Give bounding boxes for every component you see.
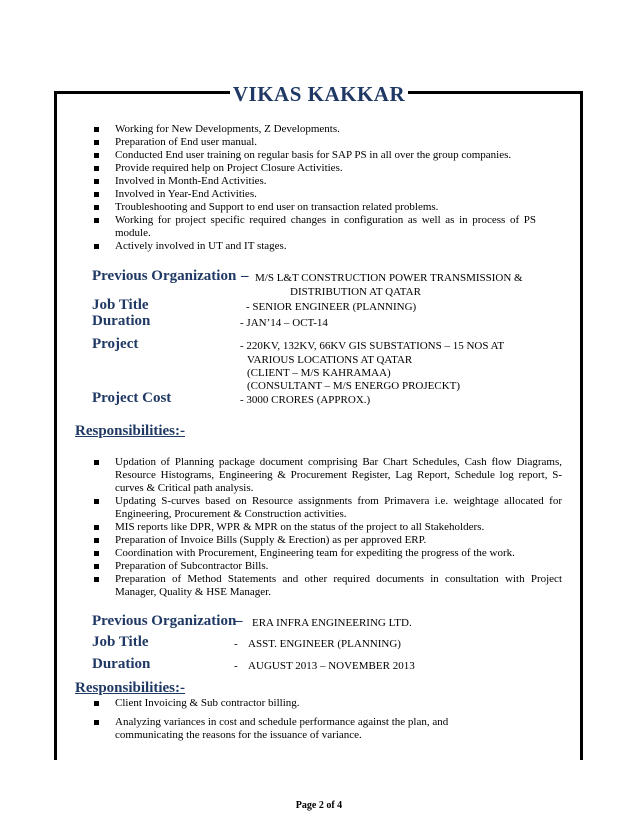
list-item: MIS reports like DPR, WPR & MPR on the status of the project to all Stakeholders. — [92, 521, 562, 534]
list-item: Updating S-curves based on Resource assignments from Primavera i.e. weightage allocated for Engineering, Procurement & Construction activities. — [92, 495, 562, 521]
frame-border-top-left — [54, 91, 230, 94]
job2-duration-value: - AUGUST 2013 – NOVEMBER 2013 — [234, 660, 415, 672]
job1-title-value: - SENIOR ENGINEER (PLANNING) — [246, 301, 417, 313]
frame-border-left — [54, 91, 57, 760]
job2-duration-label: Duration — [92, 656, 151, 672]
job1-cost-label: Project Cost — [92, 390, 172, 406]
job1-project-line: (CONSULTANT – M/S ENERGO PROJECKT) — [247, 380, 461, 392]
job1-responsibilities-heading: Responsibilities:- — [75, 423, 186, 439]
list-item: Involved in Month-End Activities. — [92, 175, 536, 188]
job2-responsibility-list — [92, 697, 512, 742]
job2-title-value: - ASST. ENGINEER (PLANNING) — [234, 638, 401, 650]
job1-org-dash: – — [241, 268, 249, 284]
list-item: Working for New Developments, Z Developments. — [92, 123, 536, 136]
job2-title-label: Job Title — [92, 634, 149, 650]
list-item: Preparation of Method Statements and other required documents in consultation with Project Manager, Quality & HSE Manager. — [92, 573, 562, 599]
job2-org-label: Previous Organization — [92, 613, 237, 629]
list-item: Coordination with Procurement, Engineering team for expediting the progress of the work. — [92, 547, 562, 560]
list-item: Actively involved in UT and IT stages. — [92, 240, 536, 253]
job1-cost-value: - 3000 CRORES (APPROX.) — [240, 394, 371, 406]
top-bullet-list — [92, 123, 536, 253]
list-item: Analyzing variances in cost and schedule performance against the plan, and communicating the reasons for the issuance of variance. — [92, 716, 512, 742]
job1-responsibility-list — [92, 456, 562, 599]
job1-org-value-line2: DISTRIBUTION AT QATAR — [290, 286, 421, 298]
list-item: Conducted End user training on regular basis for SAP PS in all over the group companies. — [92, 149, 536, 162]
job1-duration-value: - JAN’14 – OCT-14 — [240, 317, 328, 329]
list-item: Provide required help on Project Closure Activities. — [92, 162, 536, 175]
list-item: Involved in Year-End Activities. — [92, 188, 536, 201]
list-item: Preparation of End user manual. — [92, 136, 536, 149]
list-item: Updation of Planning package document comprising Bar Chart Schedules, Cash flow Diagrams, Resource Histograms, Engineering & Procurement Register, Lag Report, Schedule log report, S-curves & Critical path analysis. — [92, 456, 562, 495]
job1-project-line: VARIOUS LOCATIONS AT QATAR — [247, 354, 413, 366]
job1-org-label: Previous Organization — [92, 268, 237, 284]
list-item: Preparation of Invoice Bills (Supply & Erection) as per approved ERP. — [92, 534, 562, 547]
job1-duration-label: Duration — [92, 313, 151, 329]
list-item: Working for project specific required changes in configuration as well as in process of PS module. — [92, 214, 536, 240]
job1-project-line: (CLIENT – M/S KAHRAMAA) — [247, 367, 391, 379]
page-number: Page 2 of 4 — [295, 800, 343, 811]
list-item: Client Invoicing & Sub contractor billing. — [92, 697, 512, 710]
job1-project-label: Project — [92, 336, 139, 352]
job2-org-value: ERA INFRA ENGINEERING LTD. — [252, 617, 412, 629]
job1-project-line: - 220KV, 132KV, 66KV GIS SUBSTATIONS – 15 NOS AT — [240, 340, 505, 352]
candidate-name: VIKAS KAKKAR — [232, 82, 406, 106]
frame-border-right — [580, 91, 583, 760]
job2-responsibilities-heading: Responsibilities:- — [75, 680, 186, 696]
frame-border-top-right — [408, 91, 583, 94]
job1-org-value-line1: M/S L&T CONSTRUCTION POWER TRANSMISSION & — [255, 272, 523, 284]
job2-org-dash: – — [235, 613, 243, 629]
job1-title-label: Job Title — [92, 297, 149, 313]
list-item: Preparation of Subcontractor Bills. — [92, 560, 562, 573]
list-item: Troubleshooting and Support to end user on transaction related problems. — [92, 201, 536, 214]
